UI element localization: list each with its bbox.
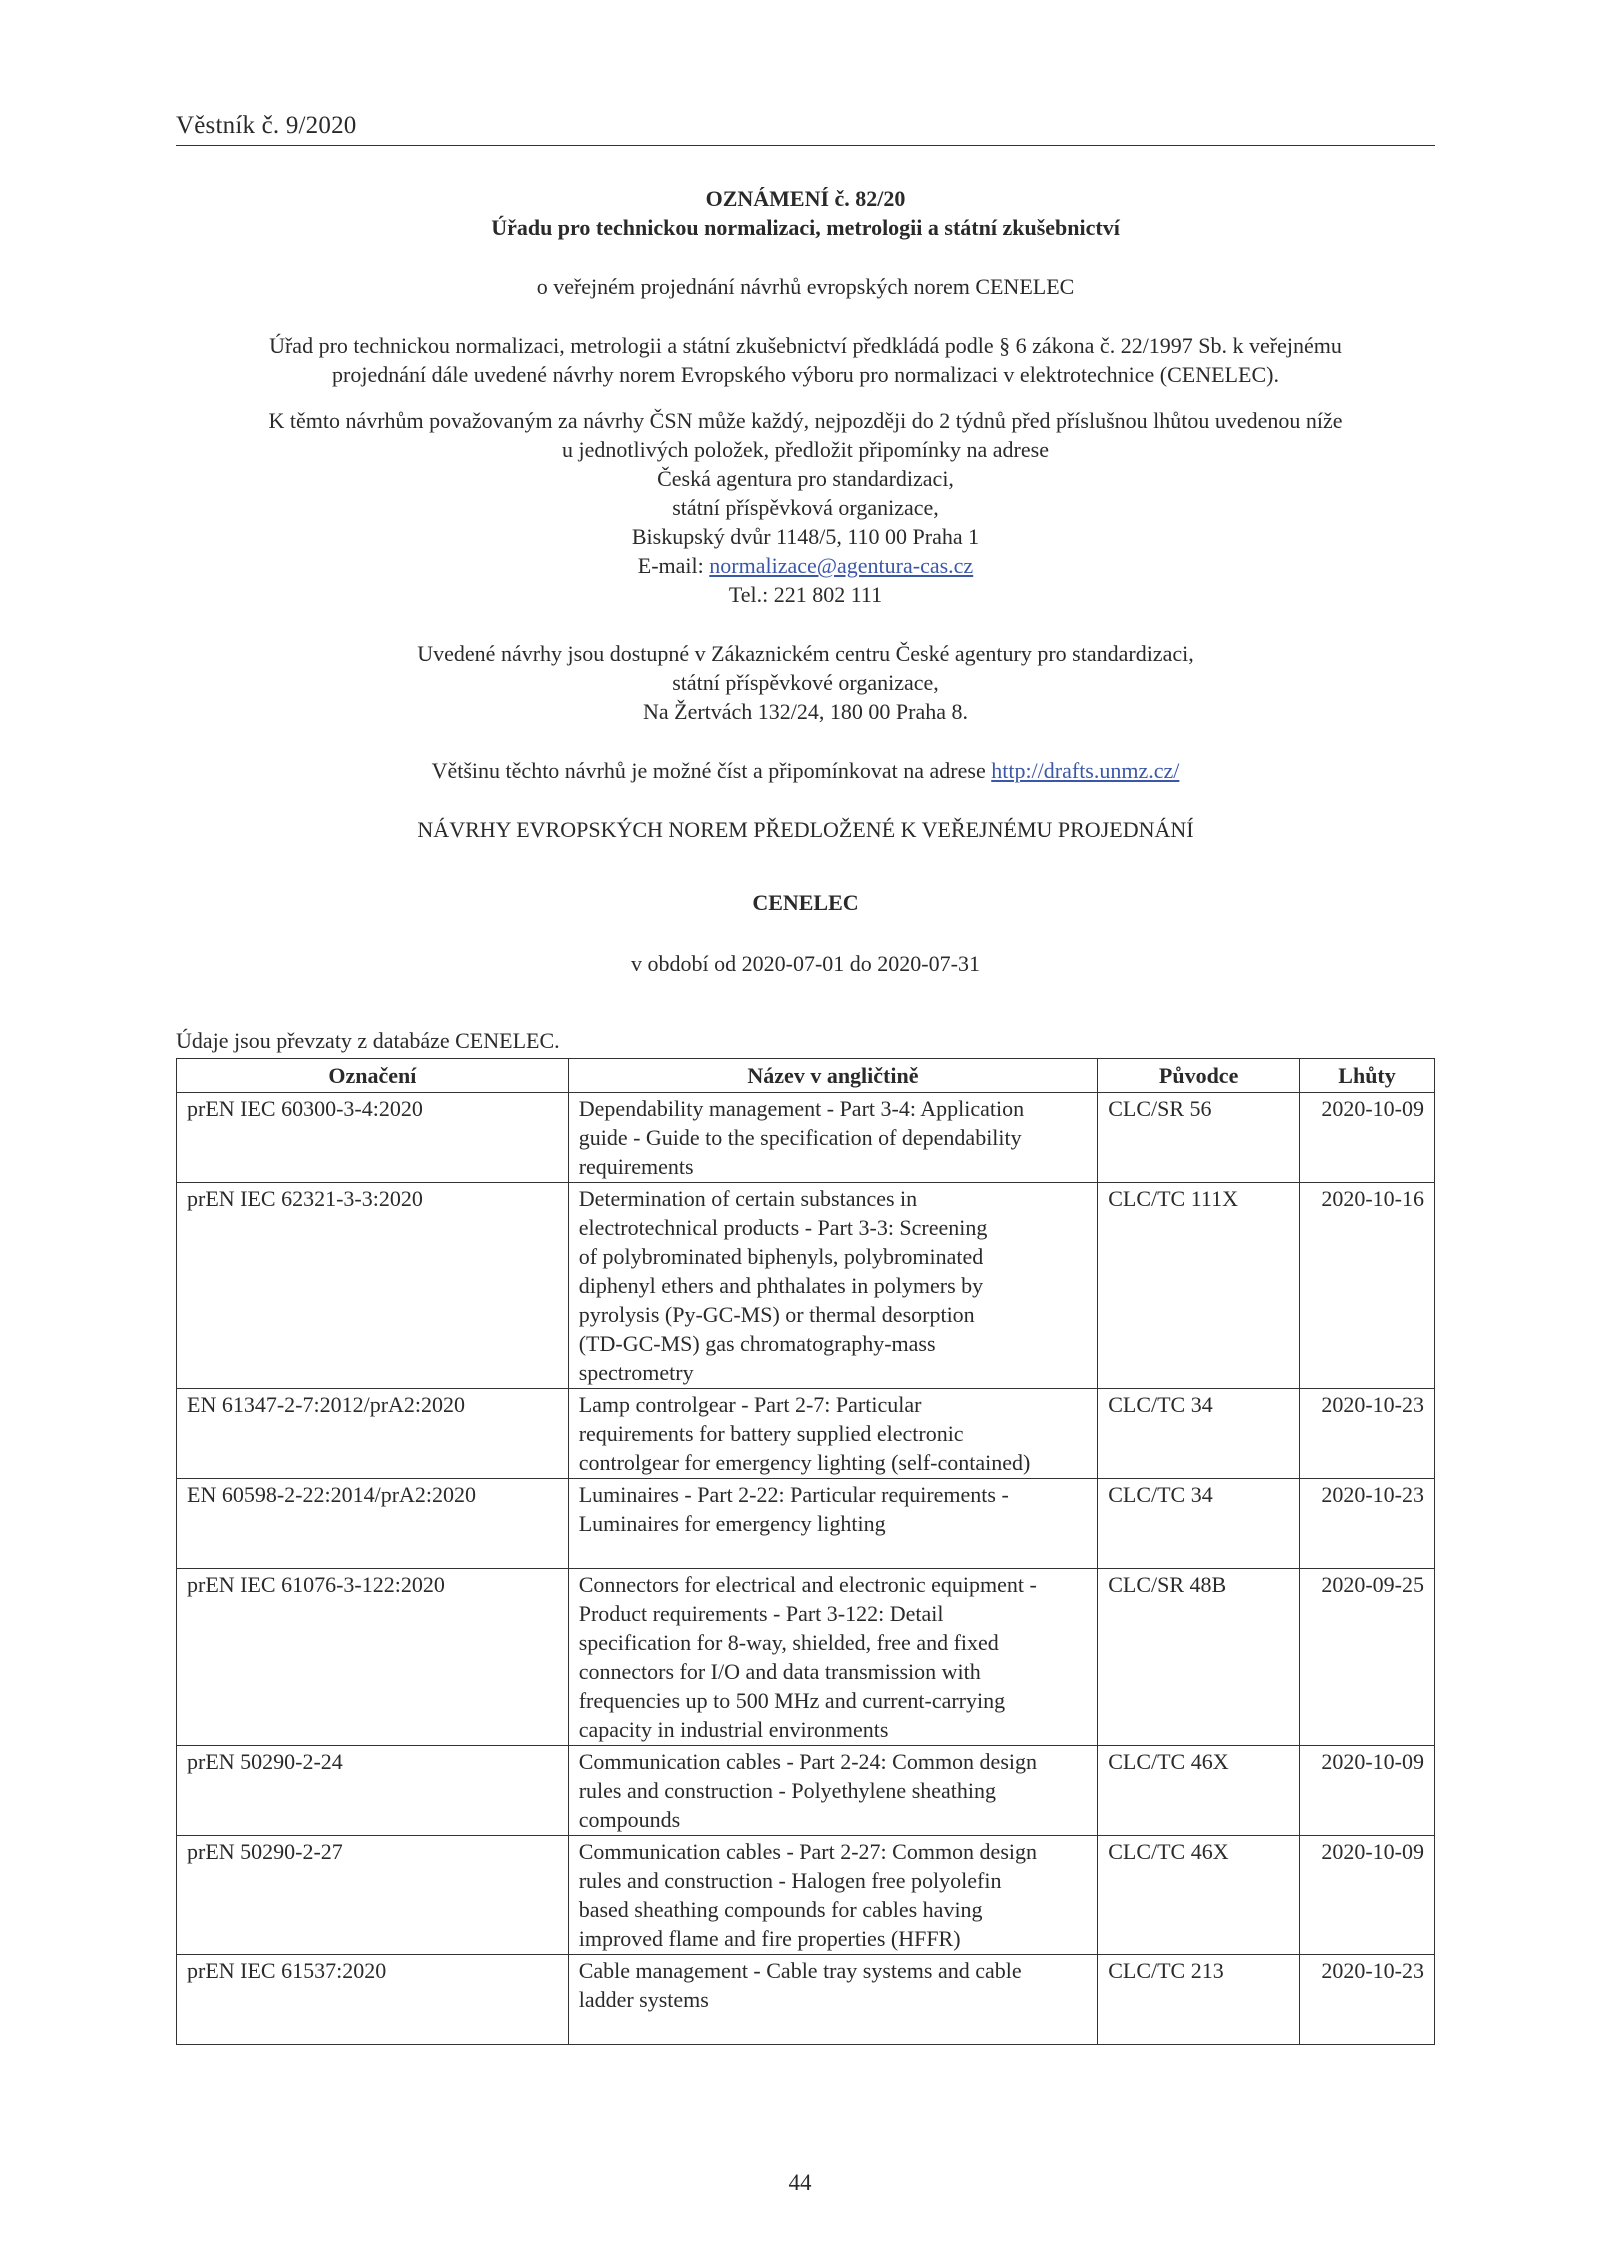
availability-line-3: Na Žertvách 132/24, 180 00 Praha 8. (642, 699, 969, 724)
title-line (579, 2014, 1087, 2043)
announcement-subject: o veřejném projednání návrhů evropských norem CENELEC (536, 274, 1075, 299)
title-line: Lamp controlgear - Part 2-7: Particular (578, 1392, 922, 1417)
column-header-english-title: Název v angličtině (568, 1059, 1097, 1093)
announcement-title: OZNÁMENÍ č. 82/20 (705, 186, 906, 211)
page-number: 44 (788, 2170, 812, 2195)
designation-cell: EN 61347-2-7:2012/prA2:2020 (177, 1389, 569, 1479)
table-header-row (177, 1059, 1435, 1093)
title-line: specification for 8-way, shielded, free and fixed (578, 1630, 999, 1655)
title-line: Communication cables - Part 2-27: Common design (578, 1839, 1037, 1864)
deadline-cell: 2020-10-23 (1300, 1389, 1435, 1479)
period-line: v období od 2020-07-01 do 2020-07-31 (631, 951, 980, 976)
designation-cell: prEN IEC 61537:2020 (177, 1955, 569, 2045)
title-line: controlgear for emergency lighting (self-contained) (578, 1450, 1031, 1475)
english-title-cell (568, 1836, 1097, 1955)
column-header-originator: Původce (1098, 1059, 1300, 1093)
english-title-cell (568, 1183, 1097, 1389)
column-header-deadline: Lhůty (1300, 1059, 1435, 1093)
availability-line-2: státní příspěvkové organizace, (672, 670, 939, 695)
table-row (177, 1836, 1435, 1955)
deadline-cell: 2020-10-09 (1300, 1836, 1435, 1955)
english-title-cell (568, 1746, 1097, 1836)
title-line: rules and construction - Halogen free polyolefin (578, 1868, 1002, 1893)
address-name: Česká agentura pro standardizaci, (657, 466, 954, 491)
table-row (177, 1389, 1435, 1479)
address-phone: Tel.: 221 802 111 (728, 582, 883, 607)
comments-paragraph-line-2: u jednotlivých položek, předložit připomínky na adrese (562, 437, 1049, 462)
title-line: capacity in industrial environments (578, 1717, 889, 1742)
title-line: Communication cables - Part 2-24: Common design (578, 1749, 1037, 1774)
online-comment-line (176, 756, 1435, 785)
drafts-table (176, 1058, 1435, 2045)
table-row (177, 1955, 1435, 2045)
column-header-designation: Označení (177, 1059, 569, 1093)
table-row (177, 1569, 1435, 1746)
originator-cell: CLC/TC 111X (1098, 1183, 1300, 1389)
title-line: frequencies up to 500 MHz and current-carrying (578, 1688, 1006, 1713)
table-row (177, 1479, 1435, 1569)
announcement-authority: Úřadu pro technickou normalizaci, metrologii a státní zkušebnictví (491, 215, 1120, 240)
title-line: pyrolysis (Py-GC-MS) or thermal desorption (578, 1302, 975, 1327)
address-org-type: státní příspěvková organizace, (672, 495, 939, 520)
drafts-link[interactable]: http://drafts.unmz.cz/ (991, 758, 1180, 783)
title-line: Cable management - Cable tray systems and cable (578, 1958, 1022, 1983)
table-row (177, 1746, 1435, 1836)
originator-cell: CLC/TC 34 (1098, 1479, 1300, 1569)
email-link[interactable]: normalizace@agentura-cas.cz (709, 553, 974, 578)
english-title-cell (568, 1479, 1097, 1569)
originator-cell: CLC/TC 46X (1098, 1746, 1300, 1836)
title-line: of polybrominated biphenyls, polybrominated (578, 1244, 984, 1269)
originator-cell: CLC/TC 46X (1098, 1836, 1300, 1955)
designation-cell: prEN IEC 62321-3-3:2020 (177, 1183, 569, 1389)
deadline-cell: 2020-10-23 (1300, 1955, 1435, 2045)
title-line: Connectors for electrical and electronic equipment - (578, 1572, 1037, 1597)
english-title-cell (568, 1389, 1097, 1479)
title-line: electrotechnical products - Part 3-3: Screening (578, 1215, 988, 1240)
intro-paragraph-line-2: projednání dále uvedené návrhy norem Evropského výboru pro normalizaci v elektrotechnice (CENELEC). (332, 362, 1279, 387)
title-line: connectors for I/O and data transmission with (578, 1659, 981, 1684)
comments-paragraph-line-1: K těmto návrhům považovaným za návrhy ČSN může každý, nejpozději do 2 týdnů před příslušnou lhůtou uvedenou níže (268, 408, 1343, 433)
deadline-cell: 2020-09-25 (1300, 1569, 1435, 1746)
title-line: Determination of certain substances in (578, 1186, 918, 1211)
deadline-cell: 2020-10-16 (1300, 1183, 1435, 1389)
originator-cell: CLC/SR 48B (1098, 1569, 1300, 1746)
address-street: Biskupský dvůr 1148/5, 110 00 Praha 1 (631, 524, 980, 549)
title-line: ladder systems (578, 1987, 709, 2012)
title-line (579, 1538, 1087, 1567)
title-line: requirements for battery supplied electronic (578, 1421, 964, 1446)
english-title-cell (568, 1569, 1097, 1746)
originator-cell: CLC/TC 34 (1098, 1389, 1300, 1479)
table-row (177, 1093, 1435, 1183)
english-title-cell (568, 1955, 1097, 2045)
designation-cell: prEN 50290-2-27 (177, 1836, 569, 1955)
title-line: diphenyl ethers and phthalates in polymers by (578, 1273, 984, 1298)
email-label: E-mail: (637, 553, 710, 578)
english-title-cell (568, 1093, 1097, 1183)
online-comment-prefix: Většinu těchto návrhů je možné číst a připomínkovat na adrese (431, 758, 992, 783)
header-rule (176, 145, 1435, 146)
title-line: Product requirements - Part 3-122: Detail (578, 1601, 944, 1626)
originator-cell: CLC/SR 56 (1098, 1093, 1300, 1183)
title-line: spectrometry (578, 1360, 694, 1385)
standards-body-name: CENELEC (752, 890, 859, 915)
originator-cell: CLC/TC 213 (1098, 1955, 1300, 2045)
address-email-line (176, 551, 1435, 580)
section-heading: NÁVRHY EVROPSKÝCH NOREM PŘEDLOŽENÉ K VEŘEJNÉMU PROJEDNÁNÍ (417, 817, 1194, 842)
designation-cell: EN 60598-2-22:2014/prA2:2020 (177, 1479, 569, 1569)
title-line: rules and construction - Polyethylene sheathing (578, 1778, 997, 1803)
deadline-cell: 2020-10-09 (1300, 1746, 1435, 1836)
deadline-cell: 2020-10-23 (1300, 1479, 1435, 1569)
deadline-cell: 2020-10-09 (1300, 1093, 1435, 1183)
title-line: guide - Guide to the specification of dependability (578, 1125, 1022, 1150)
title-line: Dependability management - Part 3-4: Application (578, 1096, 1025, 1121)
running-header: Věstník č. 9/2020 (176, 112, 357, 139)
table-row (177, 1183, 1435, 1389)
designation-cell: prEN IEC 60300-3-4:2020 (177, 1093, 569, 1183)
designation-cell: prEN IEC 61076-3-122:2020 (177, 1569, 569, 1746)
title-line: compounds (578, 1807, 681, 1832)
intro-paragraph-line-1: Úřad pro technickou normalizaci, metrologii a státní zkušebnictví předkládá podle § 6 zákona č. 22/1997 Sb. k veřejnému (269, 333, 1342, 358)
title-line: Luminaires - Part 2-22: Particular requirements - (578, 1482, 1009, 1507)
title-line: requirements (578, 1154, 694, 1179)
title-line: based sheathing compounds for cables having (578, 1897, 983, 1922)
title-line: Luminaires for emergency lighting (578, 1511, 886, 1536)
title-line: (TD-GC-MS) gas chromatography-mass (578, 1331, 936, 1356)
table-source-note: Údaje jsou převzaty z databáze CENELEC. (176, 1028, 560, 1053)
designation-cell: prEN 50290-2-24 (177, 1746, 569, 1836)
title-line: improved flame and fire properties (HFFR) (578, 1926, 961, 1951)
availability-line-1: Uvedené návrhy jsou dostupné v Zákaznickém centru České agentury pro standardizaci, (417, 641, 1194, 666)
